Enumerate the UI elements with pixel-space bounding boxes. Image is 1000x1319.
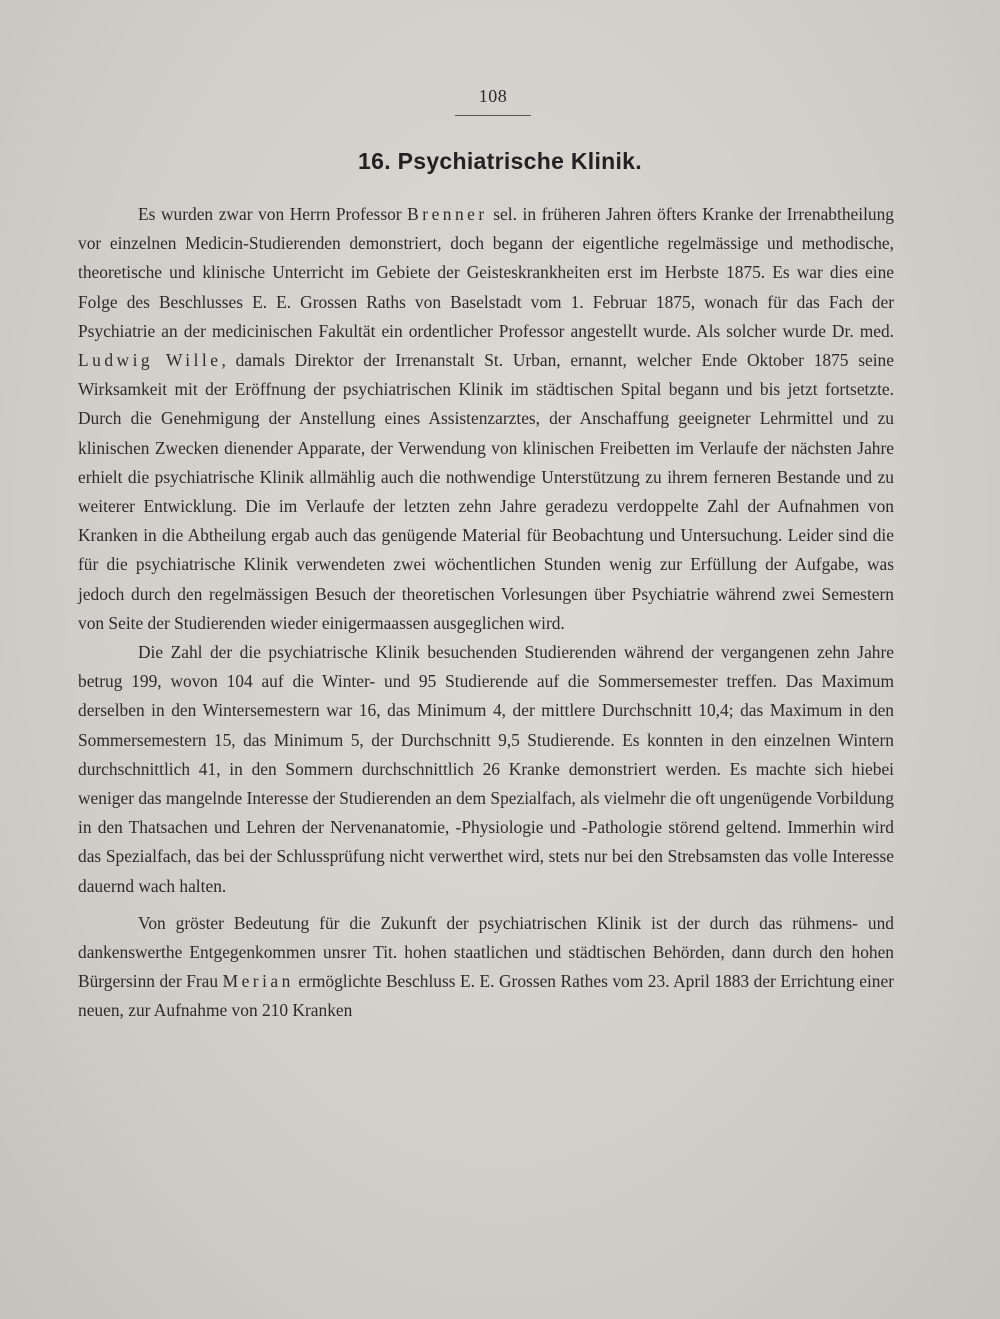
paragraph-3 (78, 909, 894, 1026)
name-ludwig-wille: Ludwig Wille (78, 350, 222, 371)
paragraph-1-part-a: Es wurden zwar von Herrn Professor (138, 204, 408, 224)
paragraph-1-part-c: sel. in früheren Jahren öfters Kranke der Irrenabtheilung vor einzelnen Medicin-Studierenden demonstriert, doch begann der eigentliche regelmässige und methodische, theoretische und klinische Unterricht im Gebiete der Geisteskrankheiten erst im Herbste 1875. Es war dies eine Folge des Beschlusses E. E. Grossen Raths von Baselstadt vom 1. Februar 1875, wonach für das Fach der Psychiatrie an der medicinischen Fakultät ein ordentlicher Professor angestellt wurde. Als solcher wurde Dr. med. (78, 204, 894, 341)
page-number: 108 (478, 86, 508, 106)
body-text (78, 200, 894, 1026)
paragraph-1 (78, 200, 894, 638)
paragraph-3-part-c: ermöglichte Beschluss E. E. Grossen Rathes vom 23. April 1883 der Errichtung einer neuen, zur Aufnahme von 210 Kranken (78, 971, 894, 1021)
name-merian: Merian (222, 971, 294, 992)
paragraph-1-part-e: , damals Direktor der Irrenanstalt St. Urban, ernannt, welcher Ende Oktober 1875 seine Wirksamkeit mit der Eröffnung der psychiatrischen Klinik im städtischen Spital begann und bis jetzt fortsetzte. Durch die Genehmigung der Anstellung eines Assistenzarztes, der Anschaffung geeigneter Lehrmittel und zu klinischen Zwecken dienender Apparate, der Verwendung von klinischen Freibetten im Verlaufe der nächsten Jahre erhielt die psychiatrische Klinik allmählig auch die nothwendige Unterstützung zu ihrem ferneren Bestande und zu weiterer Entwicklung. Die im Verlaufe der letzten zehn Jahre geradezu verdoppelte Zahl der Aufnahmen von Kranken in die Abtheilung ergab auch das genügende Material für Beobachtung und Untersuchung. Leider sind die für die psychiatrische Klinik verwendeten zwei wöchentlichen Stunden wenig zur Erfüllung der Aufgabe, was jedoch durch den regelmässigen Besuch der theoretischen Vorlesungen über Psychiatrie während zwei Semestern von Seite der Studierenden wieder einigermaassen ausgeglichen wird. (78, 350, 894, 633)
section-heading: 16. Psychiatrische Klinik. (358, 148, 642, 174)
page-number-rule (455, 115, 531, 116)
paragraph-2: Die Zahl der die psychiatrische Klinik besuchenden Studierenden während der vergangenen zehn Jahre betrug 199, wovon 104 auf die Winter- und 95 Studierende auf die Sommersemester treffen. Das Maximum derselben in den Wintersemestern war 16, das Minimum 4, der mittlere Durchschnitt 10,4; das Maximum in den Sommersemestern 15, das Minimum 5, der Durchschnitt 9,5 Studierende. Es konnten in den einzelnen Wintern durchschnittlich 41, in den Sommern durchschnittlich 26 Kranke demonstriert werden. Es machte sich hiebei weniger das mangelnde Interesse der Studierenden an dem Spezialfach, als vielmehr die oft ungenügende Vorbildung in den Thatsachen und Lehren der Nervenanatomie, -Physiologie und -Pathologie störend geltend. Immerhin wird das Spezialfach, das bei der Schlussprüfung nicht verwerthet wird, stets nur bei den Strebsamsten das volle Interesse dauernd wach halten. (78, 642, 894, 896)
name-brenner: Brenner (407, 204, 488, 224)
paragraph-3-part-a: Von gröster Bedeutung für die Zukunft der psychiatrischen Klinik ist der durch das rühmens- und dankenswerthe Entgegenkommen unsrer Tit. hohen staatlichen und städtischen Behörden, dann durch den hohen Bürgersinn der Frau (78, 912, 894, 992)
